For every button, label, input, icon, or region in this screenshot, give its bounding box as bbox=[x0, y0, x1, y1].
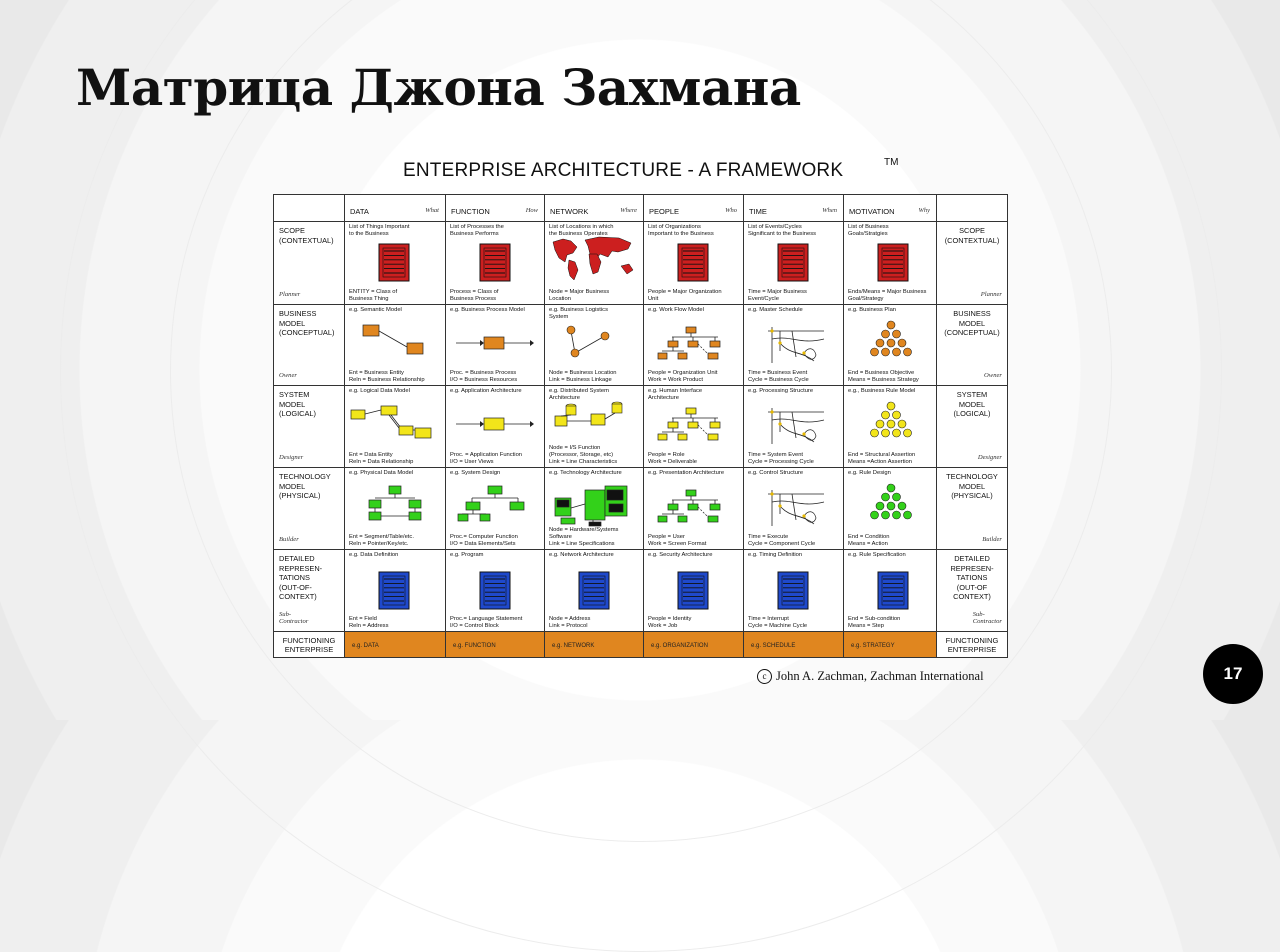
column-question: How bbox=[525, 207, 538, 214]
matrix-cell bbox=[844, 305, 937, 386]
matrix-cell bbox=[345, 305, 446, 386]
cell-definition-line: Node = Business Location bbox=[549, 370, 617, 376]
cell-definition-line: Means =Action Assertion bbox=[848, 459, 912, 465]
cell-definition-line: Link = Protocol bbox=[549, 623, 588, 629]
cell-model-name-line: Business Performs bbox=[450, 231, 499, 237]
matrix-cell bbox=[644, 386, 744, 468]
cell-definition bbox=[748, 452, 841, 466]
cell-definition-line: Means = Business Strategy bbox=[848, 377, 919, 383]
row-label-line: CONTEXT) bbox=[279, 592, 317, 601]
cell-definition bbox=[549, 616, 641, 630]
cell-definition-line: Cycle = Processing Cycle bbox=[748, 459, 814, 465]
row-label-right bbox=[937, 468, 1008, 550]
matrix-cell bbox=[844, 386, 937, 468]
cell-definition-line: Process = Class of bbox=[450, 289, 499, 295]
matrix-cell bbox=[345, 222, 446, 305]
cell-definition bbox=[748, 534, 841, 548]
perspective-row bbox=[274, 305, 1008, 386]
row-label bbox=[274, 305, 344, 338]
cell-definition-line: Reln = Data Relationship bbox=[349, 459, 414, 465]
cell-definition bbox=[648, 452, 741, 466]
cell-definition-line: Ent = Data Entity bbox=[349, 452, 393, 458]
row-label-line: BUSINESS bbox=[279, 309, 317, 318]
row-role: Builder bbox=[279, 536, 299, 543]
cell-definition-line: Ent = Field bbox=[349, 616, 377, 622]
column-question: What bbox=[425, 207, 439, 214]
cell-definition bbox=[549, 445, 641, 466]
cell-model-name-line: to the Business bbox=[349, 231, 389, 237]
column-label: DATA bbox=[350, 207, 369, 216]
row-role-line: Sub- bbox=[279, 611, 292, 618]
cell-definition-line: People = Identity bbox=[648, 616, 692, 622]
row-label-line: SYSTEM bbox=[279, 390, 310, 399]
cell-definition-line: Time = System Event bbox=[748, 452, 804, 458]
cell-definition bbox=[349, 452, 443, 466]
matrix-cell bbox=[345, 386, 446, 468]
column-label: TIME bbox=[749, 207, 767, 216]
cell-model-name-line: e.g. Security Architecture bbox=[648, 552, 713, 558]
row-label-left bbox=[274, 468, 345, 550]
functioning-example: e.g. DATA bbox=[352, 643, 379, 649]
cell-definition bbox=[748, 616, 841, 630]
cell-definition-line: Link = Line Specifications bbox=[549, 541, 615, 547]
cell-model-name-line: e.g. Control Structure bbox=[748, 470, 804, 476]
cell-definition-line: I/O = Data Elements/Sets bbox=[450, 541, 516, 547]
cell-definition-line: Work = Job bbox=[648, 623, 678, 629]
cell-model-name-line: e.g. Physical Data Model bbox=[349, 470, 414, 476]
cell-model-name-line: e.g. System Design bbox=[450, 470, 501, 476]
cell-model-name-line: List of Events/Cycles bbox=[748, 224, 802, 230]
cell-model-name-line: e.g. Business Logistics bbox=[549, 307, 608, 313]
cell-definition-line: I/O = User Views bbox=[450, 459, 494, 465]
row-label bbox=[274, 632, 344, 654]
row-label bbox=[937, 468, 1007, 501]
matrix-cell bbox=[844, 550, 937, 632]
row-label-left bbox=[274, 222, 345, 305]
cell-definition bbox=[648, 289, 741, 303]
cell-model-name-line: e.g. Processing Structure bbox=[748, 388, 814, 394]
functioning-example: e.g. NETWORK bbox=[552, 643, 595, 649]
row-label-line: MODEL bbox=[279, 318, 306, 328]
cell-definition-line: End = Condition bbox=[848, 534, 890, 540]
functioning-cell bbox=[446, 632, 545, 658]
column-label: NETWORK bbox=[550, 207, 589, 216]
matrix-cell bbox=[744, 305, 844, 386]
copyright-symbol: c bbox=[757, 669, 772, 684]
cell-model-name-line: e.g. Rule Design bbox=[848, 470, 891, 476]
copyright-line bbox=[757, 669, 984, 684]
row-role-line: Contractor bbox=[972, 618, 1002, 625]
cell-definition bbox=[848, 534, 934, 548]
cell-definition bbox=[349, 534, 443, 548]
cell-definition bbox=[848, 370, 934, 384]
cell-definition-line: Work = Work Product bbox=[648, 377, 704, 383]
cell-definition-line: Proc.= Computer Function bbox=[450, 534, 518, 540]
cell-model-name-line: List of Things Important bbox=[349, 224, 410, 230]
cell-definition-line: People = Major Organization bbox=[648, 289, 722, 295]
perspective-row bbox=[274, 386, 1008, 468]
cell-model-name-line: e.g. Master Schedule bbox=[748, 307, 803, 313]
cell-definition-line: Cycle = Component Cycle bbox=[748, 541, 816, 547]
row-label-line: CONTEXT) bbox=[953, 592, 991, 601]
matrix-cell bbox=[744, 550, 844, 632]
cell-definition-line: End = Sub-condition bbox=[848, 616, 901, 622]
cell-model-name-line: e.g. Semantic Model bbox=[349, 307, 402, 313]
row-role-line: Sub- bbox=[972, 611, 985, 618]
row-label bbox=[937, 222, 1007, 245]
cell-definition-line: End = Business Objective bbox=[848, 370, 915, 376]
row-label-line: DETAILED bbox=[954, 554, 990, 563]
row-label bbox=[274, 386, 344, 419]
matrix-cell bbox=[644, 550, 744, 632]
row-label-left bbox=[274, 632, 345, 658]
cell-definition-line: Ent = Business Entity bbox=[349, 370, 404, 376]
row-role bbox=[279, 611, 308, 625]
cell-definition bbox=[450, 452, 542, 466]
slide-title: Матрица Джона Захмана bbox=[76, 58, 801, 117]
row-label-line: TECHNOLOGY bbox=[946, 472, 998, 481]
row-label-line: (OUT-OF- bbox=[279, 582, 312, 592]
cell-model-name-line: List of Business bbox=[848, 224, 889, 230]
functioning-cell bbox=[545, 632, 644, 658]
cell-definition bbox=[349, 289, 443, 303]
row-role: Owner bbox=[984, 372, 1002, 379]
column-header-motivation bbox=[844, 195, 937, 222]
row-label-right bbox=[937, 222, 1008, 305]
row-label-left bbox=[274, 386, 345, 468]
functioning-cell bbox=[844, 632, 937, 658]
row-label-line: DETAILED bbox=[279, 554, 315, 563]
row-role: Owner bbox=[279, 372, 297, 379]
row-label-line: REPRESEN- bbox=[950, 563, 994, 573]
cell-definition-line: Node = I/S Function bbox=[549, 445, 601, 451]
column-header-people bbox=[644, 195, 744, 222]
cell-model-name-line: e.g. Logical Data Model bbox=[349, 388, 410, 394]
page-number-badge: 17 bbox=[1203, 644, 1263, 704]
cell-definition-line: Cycle = Business Cycle bbox=[748, 377, 809, 383]
row-role: Planner bbox=[980, 291, 1002, 298]
row-role: Designer bbox=[279, 454, 304, 461]
perspective-row bbox=[274, 550, 1008, 632]
cell-model-name-line: e.g. Network Architecture bbox=[549, 552, 614, 558]
row-label bbox=[937, 550, 1007, 602]
cell-definition-line: End = Structural Assertion bbox=[848, 452, 916, 458]
cell-definition bbox=[748, 370, 841, 384]
cell-model-name-line: List of Locations in which bbox=[549, 224, 614, 230]
row-label-line: (CONCEPTUAL) bbox=[279, 328, 335, 337]
column-question: Why bbox=[918, 207, 930, 214]
row-label-line: (LOGICAL) bbox=[953, 409, 991, 418]
row-label-line: MODEL bbox=[279, 481, 306, 491]
matrix-cell bbox=[345, 550, 446, 632]
cell-model-name-line: List of Processes the bbox=[450, 224, 504, 230]
cell-definition-line: Unit bbox=[648, 296, 659, 302]
column-question: Where bbox=[620, 207, 637, 214]
cell-definition-line: Time = Major Business bbox=[748, 289, 807, 295]
cell-model-name-line: List of Organizations bbox=[648, 224, 701, 230]
matrix-cell bbox=[744, 468, 844, 550]
row-label-right bbox=[937, 550, 1008, 632]
cell-model-name-line: e.g. Application Architecture bbox=[450, 388, 522, 394]
cell-model-name-line: Important to the Business bbox=[648, 231, 714, 237]
cell-definition bbox=[450, 616, 542, 630]
functioning-cell bbox=[345, 632, 446, 658]
matrix-cell bbox=[446, 222, 545, 305]
matrix-cell bbox=[446, 550, 545, 632]
row-role bbox=[973, 611, 1002, 625]
row-label-line: MODEL bbox=[279, 399, 306, 409]
cell-definition-line: Proc.= Language Statement bbox=[450, 616, 523, 622]
column-header-function bbox=[446, 195, 545, 222]
column-label: FUNCTION bbox=[451, 207, 490, 216]
functioning-enterprise-row bbox=[274, 632, 1008, 658]
matrix-cell bbox=[545, 386, 644, 468]
row-label-right bbox=[937, 632, 1008, 658]
row-label bbox=[274, 222, 344, 245]
row-role: Builder bbox=[982, 536, 1002, 543]
cell-model-name-line: e.g., Business Rule Model bbox=[848, 388, 916, 394]
row-label-line: SYSTEM bbox=[956, 390, 988, 399]
functioning-example: e.g. STRATEGY bbox=[851, 643, 895, 649]
cell-definition-line: Business Process bbox=[450, 296, 497, 302]
cell-definition-line: Work = Screen Format bbox=[648, 541, 707, 547]
cell-definition bbox=[450, 370, 542, 384]
functioning-cell bbox=[744, 632, 844, 658]
row-label-left bbox=[274, 305, 345, 386]
cell-definition-line: Cycle = Machine Cycle bbox=[748, 623, 808, 629]
cell-definition-line: Ends/Means = Major Business bbox=[848, 289, 927, 295]
matrix-cell bbox=[545, 222, 644, 305]
matrix-cell bbox=[345, 468, 446, 550]
matrix-cell bbox=[446, 468, 545, 550]
row-label-line: TECHNOLOGY bbox=[279, 472, 331, 481]
corner-cell bbox=[937, 195, 1008, 222]
cell-definition-line: Reln = Address bbox=[349, 623, 389, 629]
cell-definition-line: ENTITY = Class of bbox=[349, 289, 398, 295]
cell-model-name-line: e.g. Distributed System bbox=[549, 388, 609, 394]
zachman-matrix bbox=[273, 194, 1008, 658]
cell-definition bbox=[450, 289, 542, 303]
cell-definition-line: Link = Line Characteristics bbox=[549, 459, 618, 465]
row-label-line: (CONCEPTUAL) bbox=[944, 328, 1000, 337]
cell-definition-line: Node = Address bbox=[549, 616, 591, 622]
cell-definition-line: Link = Business Linkage bbox=[549, 377, 612, 383]
corner-cell bbox=[274, 195, 345, 222]
row-label bbox=[274, 468, 344, 501]
trademark-mark: TM bbox=[884, 157, 899, 168]
column-header-data bbox=[345, 195, 446, 222]
cell-model-name-line: e.g. Rule Specification bbox=[848, 552, 906, 558]
row-label-line: MODEL bbox=[958, 481, 986, 491]
cell-definition bbox=[848, 452, 934, 466]
cell-definition-line: Node = Major Business bbox=[549, 289, 610, 295]
cell-definition-line: Time = Business Event bbox=[748, 370, 808, 376]
cell-model-name-line: the Business Operates bbox=[549, 231, 608, 237]
row-label-line: BUSINESS bbox=[953, 309, 991, 318]
row-label-line: (PHYSICAL) bbox=[279, 491, 321, 500]
matrix-cell bbox=[844, 468, 937, 550]
functioning-example: e.g. FUNCTION bbox=[453, 643, 496, 649]
perspective-row bbox=[274, 222, 1008, 305]
cell-definition-line: I/O = Business Resources bbox=[450, 377, 518, 383]
cell-model-name-line: e.g. Human Interface bbox=[648, 388, 703, 394]
column-header-network bbox=[545, 195, 644, 222]
cell-model-name-line: e.g. Presentation Architecture bbox=[648, 470, 725, 476]
cell-definition bbox=[549, 527, 641, 548]
cell-model-name-line: e.g. Business Plan bbox=[848, 307, 897, 313]
cell-model-name-line: e.g. Technology Architecture bbox=[549, 470, 622, 476]
column-label: PEOPLE bbox=[649, 207, 680, 216]
cell-model-name-line: Architecture bbox=[549, 395, 580, 401]
cell-definition-line: Business Thing bbox=[349, 296, 389, 302]
matrix-cell bbox=[545, 468, 644, 550]
matrix-cell bbox=[545, 550, 644, 632]
cell-definition-line: Time = Execute bbox=[748, 534, 789, 540]
matrix-cell bbox=[446, 305, 545, 386]
cell-model-name-line: e.g. Timing Definition bbox=[748, 552, 803, 558]
cell-definition-line: Proc. = Application Function bbox=[450, 452, 523, 458]
column-question: Who bbox=[725, 207, 737, 214]
cell-definition-line: Node = Hardware/Systems bbox=[549, 527, 619, 533]
cell-definition bbox=[648, 616, 741, 630]
row-label-line: TATIONS bbox=[279, 573, 310, 582]
cell-definition-line: Location bbox=[549, 296, 571, 302]
row-role: Planner bbox=[279, 291, 301, 298]
copyright-text: John A. Zachman, Zachman International bbox=[776, 669, 984, 683]
functioning-example: e.g. SCHEDULE bbox=[751, 643, 796, 649]
column-question: When bbox=[822, 207, 837, 214]
row-label-line: TATIONS bbox=[956, 573, 988, 582]
cell-definition bbox=[848, 289, 934, 303]
cell-model-name-line: Significant to the Business bbox=[748, 231, 816, 237]
cell-definition-line: Goal/Strategy bbox=[848, 296, 884, 302]
functioning-example: e.g. ORGANIZATION bbox=[651, 643, 708, 649]
cell-definition bbox=[848, 616, 934, 630]
cell-definition-line: Reln = Business Relationship bbox=[349, 377, 425, 383]
row-label-line: SCOPE bbox=[279, 226, 305, 235]
row-label-line: (CONTEXTUAL) bbox=[279, 235, 334, 245]
matrix-cell bbox=[644, 222, 744, 305]
row-label-line: (LOGICAL) bbox=[279, 409, 316, 418]
matrix-cell bbox=[744, 386, 844, 468]
column-header-time bbox=[744, 195, 844, 222]
row-label bbox=[937, 386, 1007, 419]
cell-model-name-line: Architecture bbox=[648, 395, 679, 401]
row-label bbox=[274, 550, 344, 602]
perspective-row bbox=[274, 468, 1008, 550]
cell-definition bbox=[648, 534, 741, 548]
row-label-line: (OUT-OF bbox=[956, 582, 988, 592]
row-label-line: MODEL bbox=[958, 399, 986, 409]
matrix-cell bbox=[545, 305, 644, 386]
cell-definition-line: Proc. = Business Process bbox=[450, 370, 517, 376]
row-label-right bbox=[937, 386, 1008, 468]
cell-definition-line: People = Organization Unit bbox=[648, 370, 718, 376]
functioning-cell bbox=[644, 632, 744, 658]
row-label-right bbox=[937, 305, 1008, 386]
cell-definition-line: People = User bbox=[648, 534, 685, 540]
row-role: Designer bbox=[977, 454, 1002, 461]
column-label: MOTIVATION bbox=[849, 207, 895, 216]
row-label-left bbox=[274, 550, 345, 632]
cell-definition bbox=[349, 616, 443, 630]
cell-definition-line: Event/Cycle bbox=[748, 296, 779, 302]
matrix-cell bbox=[644, 468, 744, 550]
framework-title: ENTERPRISE ARCHITECTURE - A FRAMEWORK bbox=[403, 160, 844, 181]
row-label-line: (PHYSICAL) bbox=[951, 491, 993, 500]
header-row bbox=[274, 195, 1008, 222]
cell-definition-line: Ent = Segment/Table/etc. bbox=[349, 534, 414, 540]
row-label-line: ENTERPRISE bbox=[284, 645, 334, 654]
cell-definition-line: Work = Deliverable bbox=[648, 459, 698, 465]
cell-definition-line: People = Role bbox=[648, 452, 685, 458]
cell-model-name-line: System bbox=[549, 314, 569, 320]
row-label-line: MODEL bbox=[958, 318, 986, 328]
cell-definition-line: Reln = Pointer/Key/etc. bbox=[349, 541, 409, 547]
cell-definition-line: I/O = Control Block bbox=[450, 623, 499, 629]
cell-model-name-line: e.g. Work Flow Model bbox=[648, 307, 704, 313]
cell-definition bbox=[450, 534, 542, 548]
matrix-cell bbox=[844, 222, 937, 305]
cell-definition bbox=[748, 289, 841, 303]
row-label-line: (CONTEXTUAL) bbox=[944, 235, 1000, 245]
cell-definition-line: Software bbox=[549, 534, 572, 540]
row-label-line: FUNCTIONING bbox=[282, 636, 336, 645]
row-label-line: SCOPE bbox=[959, 226, 985, 235]
cell-definition-line: (Processor, Storage, etc) bbox=[549, 452, 614, 458]
row-label bbox=[937, 632, 1007, 654]
row-label-line: REPRESEN- bbox=[279, 563, 323, 573]
cell-definition-line: Means = Action bbox=[848, 541, 888, 547]
matrix-cell bbox=[644, 305, 744, 386]
cell-definition-line: Means = Step bbox=[848, 623, 884, 629]
cell-model-name-line: e.g. Program bbox=[450, 552, 484, 558]
cell-definition bbox=[549, 370, 641, 384]
row-role-line: Contractor bbox=[279, 618, 309, 625]
cell-definition bbox=[648, 370, 741, 384]
cell-model-name-line: Goals/Stratgies bbox=[848, 231, 888, 237]
row-label-line: ENTERPRISE bbox=[947, 645, 997, 654]
cell-model-name-line: e.g. Business Process Model bbox=[450, 307, 525, 313]
cell-model-name-line: e.g. Data Definition bbox=[349, 552, 399, 558]
matrix-cell bbox=[744, 222, 844, 305]
cell-definition-line: Time = Interrupt bbox=[748, 616, 789, 622]
row-label-line: FUNCTIONING bbox=[945, 636, 999, 645]
row-label bbox=[937, 305, 1007, 338]
matrix-cell bbox=[446, 386, 545, 468]
cell-definition bbox=[549, 289, 641, 303]
cell-definition bbox=[349, 370, 443, 384]
